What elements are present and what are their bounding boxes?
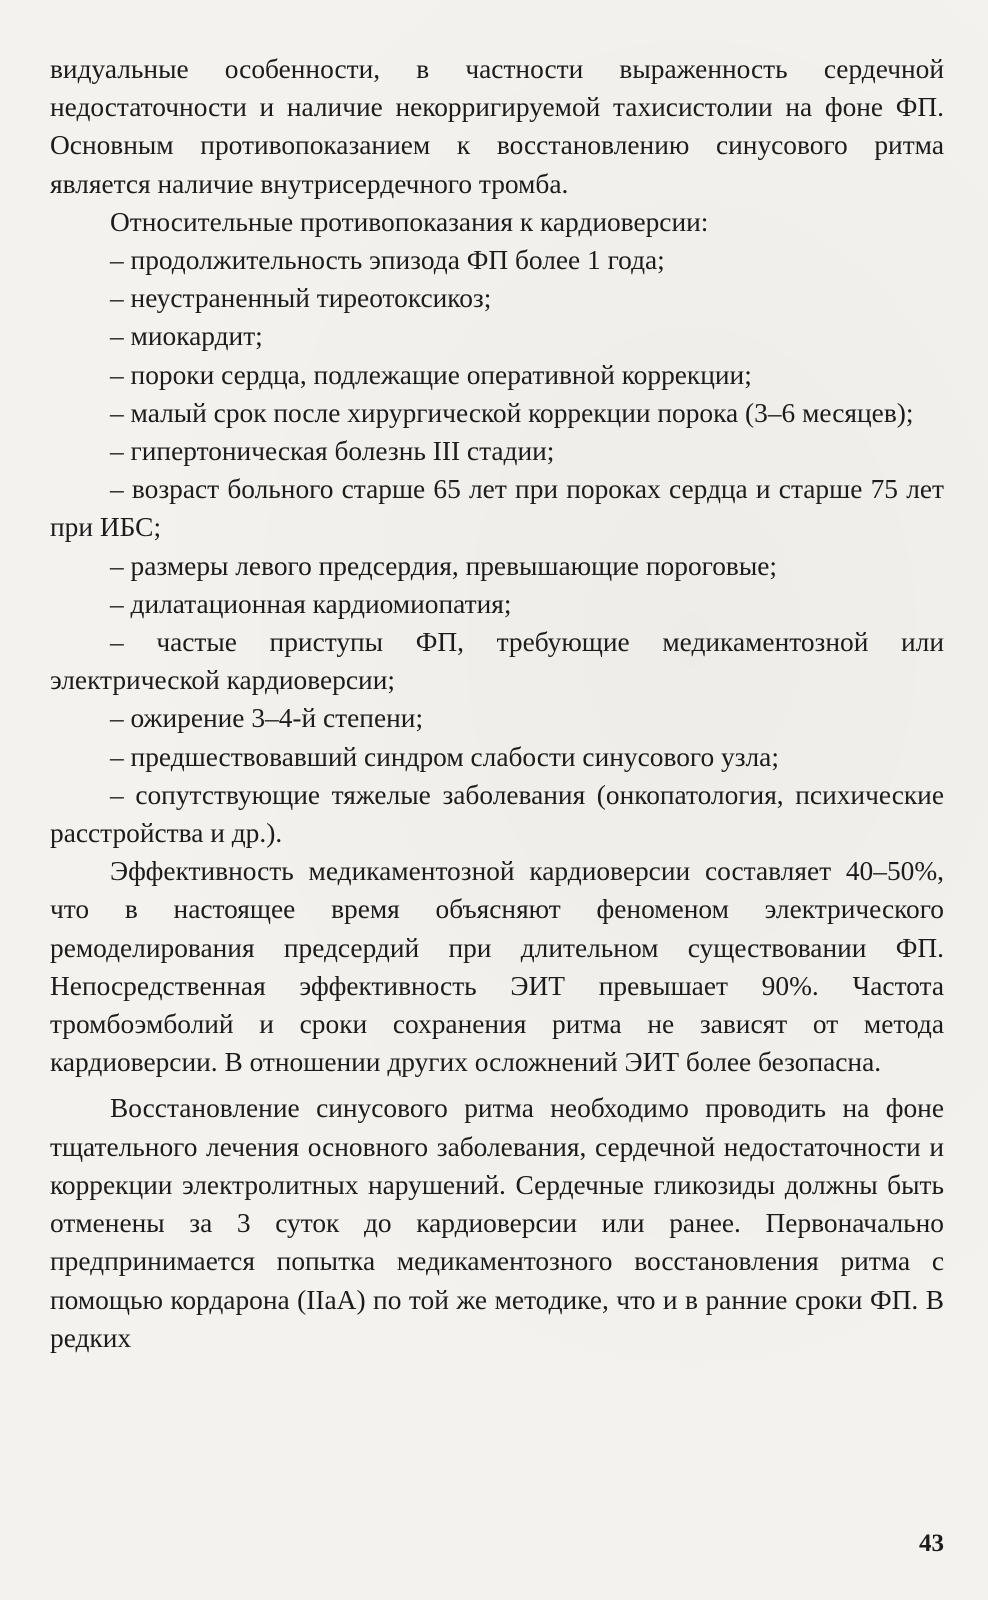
page-number: 43 — [919, 1530, 944, 1557]
list-item: – неустраненный тиреотоксикоз; — [110, 283, 492, 314]
list-item: – ожирение 3–4-й степени; — [110, 703, 424, 734]
list-item: – сопутствующие тяжелые заболевания (онкопатология, психические расстройства и др.). — [50, 779, 944, 849]
list-item: – возраст больного старше 65 лет при пороках сердца и старше 75 лет при ИБС; — [50, 474, 944, 543]
efficacy-paragraph: Эффективность медикаментозной кардиоверсии составляет 40–50%, что в настоящее время объясняют феноменом электрического ремоделирования предсердий при длительном существовании ФП. Непосредственная эффективность ЭИТ превышает 90%. Частота тромбоэмболий и сроки сохранения ритма не зависят от метода кардиоверсии. В отношении других осложнений ЭИТ более безопасна. — [50, 856, 944, 1078]
list-item: – частые приступы ФП, требующие медикаментозной или электрической кардиоверсии; — [50, 627, 944, 696]
list-item: – размеры левого предсердия, превышающие пороговые; — [110, 550, 777, 581]
list-item: – пороки сердца, подлежащие оперативной коррекции; — [110, 359, 752, 390]
intro-paragraph: видуальные особенности, в частности выраженность сердечной недостаточности и наличие некорригируемой тахисистолии на фоне ФП. Основным противопоказанием к восстановлению синусового ритма является наличие внутрисердечного тромба. — [50, 54, 944, 199]
list-item: – гипертоническая болезнь III стадии; — [110, 436, 555, 467]
list-item: – предшествовавший синдром слабости синусового узла; — [110, 741, 779, 772]
list-item: – дилатационная кардиомиопатия; — [110, 588, 512, 619]
list-item: – малый срок после хирургической коррекции порока (3–6 месяцев); — [110, 397, 914, 428]
list-item: – продолжительность эпизода ФП более 1 года; — [110, 245, 665, 276]
page-body — [50, 50, 944, 1357]
restoration-paragraph: Восстановление синусового ритма необходимо проводить на фоне тщательного лечения основного заболевания, сердечной недостаточности и коррекции электролитных нарушений. Сердечные гликозиды должны быть отменены за 3 суток до кардиоверсии или ранее. Первоначально предпринимается попытка медикаментозного восстановления ритма с помощью кордарона (IIaA) по той же методике, что и в ранние сроки ФП. В редких — [50, 1093, 944, 1353]
list-item: – миокардит; — [110, 321, 263, 352]
contraindications-heading: Относительные противопоказания к кардиоверсии: — [110, 206, 709, 237]
